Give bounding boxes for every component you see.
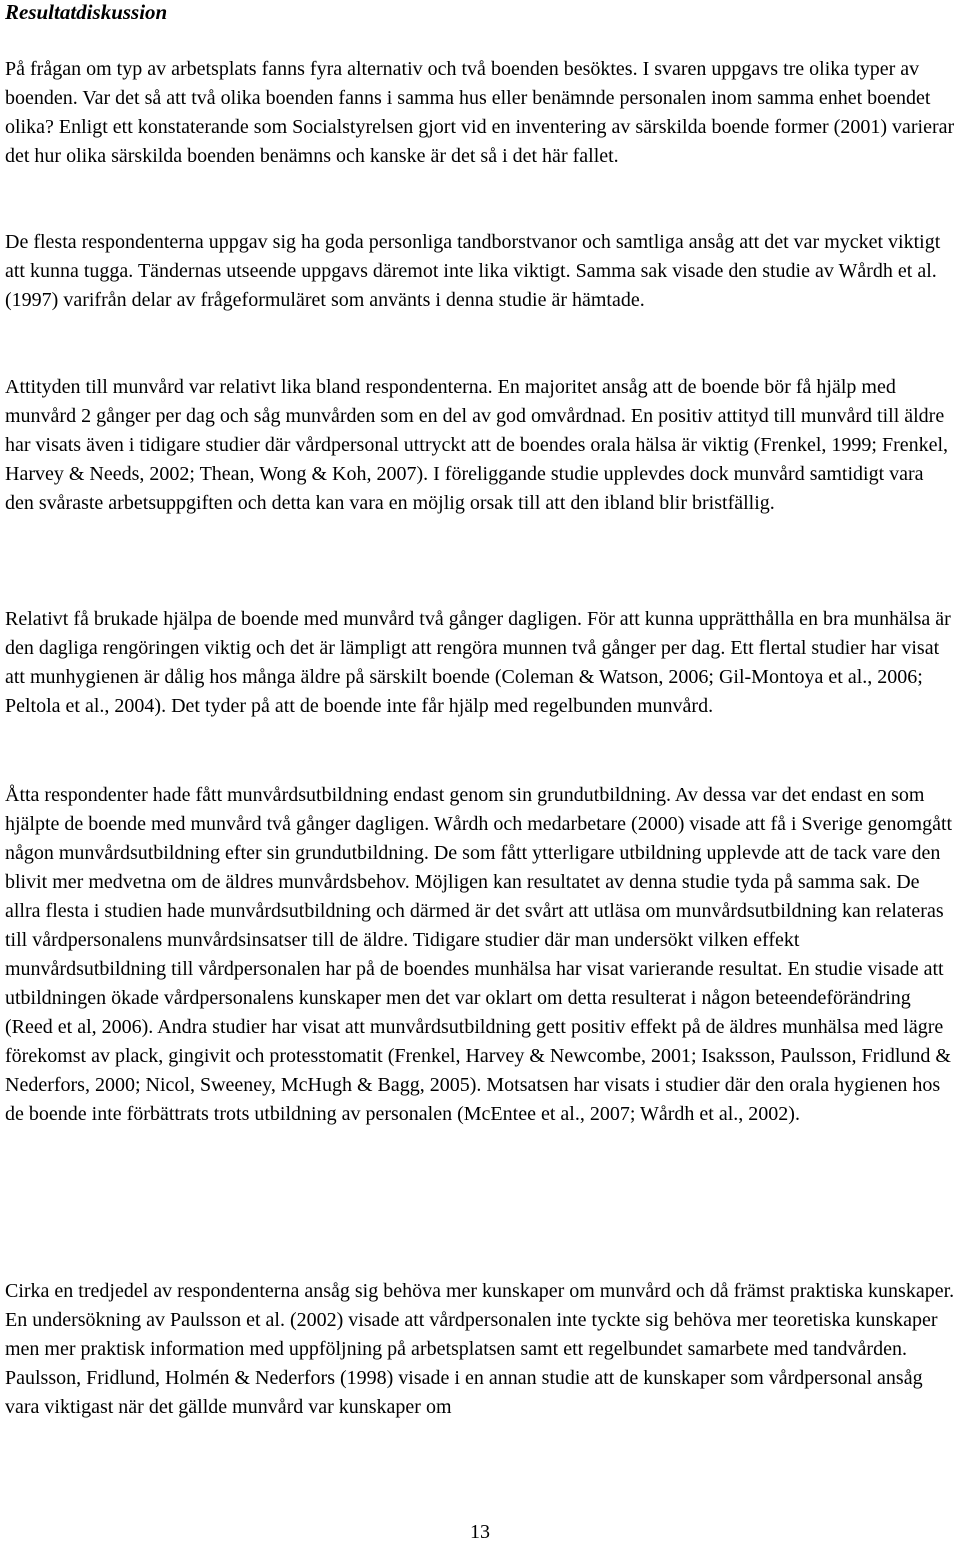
document-page	[5, 0, 957, 1418]
section-heading: Resultatdiskussion	[5, 0, 168, 24]
paragraph-oral-care-attitude: Attityden till munvård var relativt lika bland respondenterna. En majoritet ansåg att de boende bör få hjälp med munvård 2 gånger per dag och såg munvården som en del av god omvårdnad. En positiv attityd till munvård till äldre har visats även i tidigare studier där vårdpersonal uttryckt att de boendes orala hälsa är viktig (Frenkel, 1999; Frenkel, Harvey & Needs, 2002; Thean, Wong & Koh, 2007). I föreliggande studie upplevdes dock munvård samtidigt vara den svåraste arbetsuppgiften och detta kan vara en möjlig orsak till att den ibland blir bristfällig.	[5, 376, 949, 514]
paragraph-knowledge-needs: Cirka en tredjedel av respondenterna ansåg sig behöva mer kunskaper om munvård och då främst praktiska kunskaper. En undersökning av Paulsson et al. (2002) visade att vårdpersonalen inte tyckte sig behöva mer teoretiska kunskaper men mer praktisk information med uppföljning på arbetsplatsen samt ett regelbundet samarbete med tandvården. Paulsson, Fridlund, Holmén & Nederfors (1998) visade i en annan studie att de kunskaper som vårdpersonal ansåg vara viktigast när det gällde munvård var kunskaper om	[5, 1280, 955, 1418]
paragraph-oral-care-education: Åtta respondenter hade fått munvårdsutbildning endast genom sin grundutbildning. Av dessa var det endast en som hjälpte de boende med munvård två gånger dagligen. Wårdh och medarbetare (2000) visade att få i Sverige genomgått någon munvårdsutbildning efter sin grundutbildning. De som fått ytterligare utbildning upplevde att de tack vare den blivit mer medvetna om de äldres munvårdsbehov. Möjligen kan resultatet av denna studie tyda på samma sak. De allra flesta i studien hade munvårdsutbildning och därmed är det svårt att utläsa om munvårdsutbildning kan relateras till vårdpersonalens munvårdsinsatser till de äldre. Tidigare studier där man undersökt vilken effekt munvårdsutbildning till vårdpersonalen har på de boendes munhälsa har visat varierande resultat. En studie visade att utbildningen ökade vårdpersonalens kunskaper men det var oklart om detta resulterat i någon beteendeförändring (Reed et al, 2006). Andra studier har visat att munvårdsutbildning gett positiv effekt på de äldres munhälsa med lägre förekomst av plack, gingivit och protesstomatit (Frenkel, Harvey & Newcombe, 2001; Isaksson, Paulsson, Fridlund & Nederfors, 2000; Nicol, Sweeney, McHugh & Bagg, 2005). Motsatsen har visats i studier där den orala hygienen hos de boende inte förbättrats trots utbildning av personalen (McEntee et al., 2007; Wårdh et al., 2002).	[5, 784, 953, 1125]
paragraph-workplace-types: På frågan om typ av arbetsplats fanns fyra alternativ och två boenden besöktes. I svaren uppgavs tre olika typer av boenden. Var det så att två olika boenden fanns i samma hus eller benämnde personalen inom samma enhet boendet olika? Enligt ett konstaterande som Socialstyrelsen gjort vid en inventering av särskilda boende former (2001) varierar det hur olika särskilda boenden benämns och kanske är det så i det här fallet.	[5, 58, 955, 167]
paragraph-oral-care-frequency: Relativt få brukade hjälpa de boende med munvård två gånger dagligen. För att kunna upprätthålla en bra munhälsa är den dagliga rengöringen viktig och det är lämpligt att rengöra munnen två gånger per dag. Ett flertal studier har visat att munhygienen är dålig hos många äldre på särskilt boende (Coleman & Watson, 2006; Gil-Montoya et al., 2006; Peltola et al., 2004). Det tyder på att de boende inte får hjälp med regelbunden munvård.	[5, 608, 951, 717]
page-number: 13	[470, 1521, 490, 1543]
paragraph-toothbrushing-habits: De flesta respondenterna uppgav sig ha goda personliga tandborstvanor och samtliga ansåg att det var mycket viktigt att kunna tugga. Tändernas utseende uppgavs däremot inte lika viktigt. Samma sak visade den studie av Wårdh et al. (1997) varifrån delar av frågeformuläret som använts i denna studie är hämtade.	[5, 231, 941, 311]
